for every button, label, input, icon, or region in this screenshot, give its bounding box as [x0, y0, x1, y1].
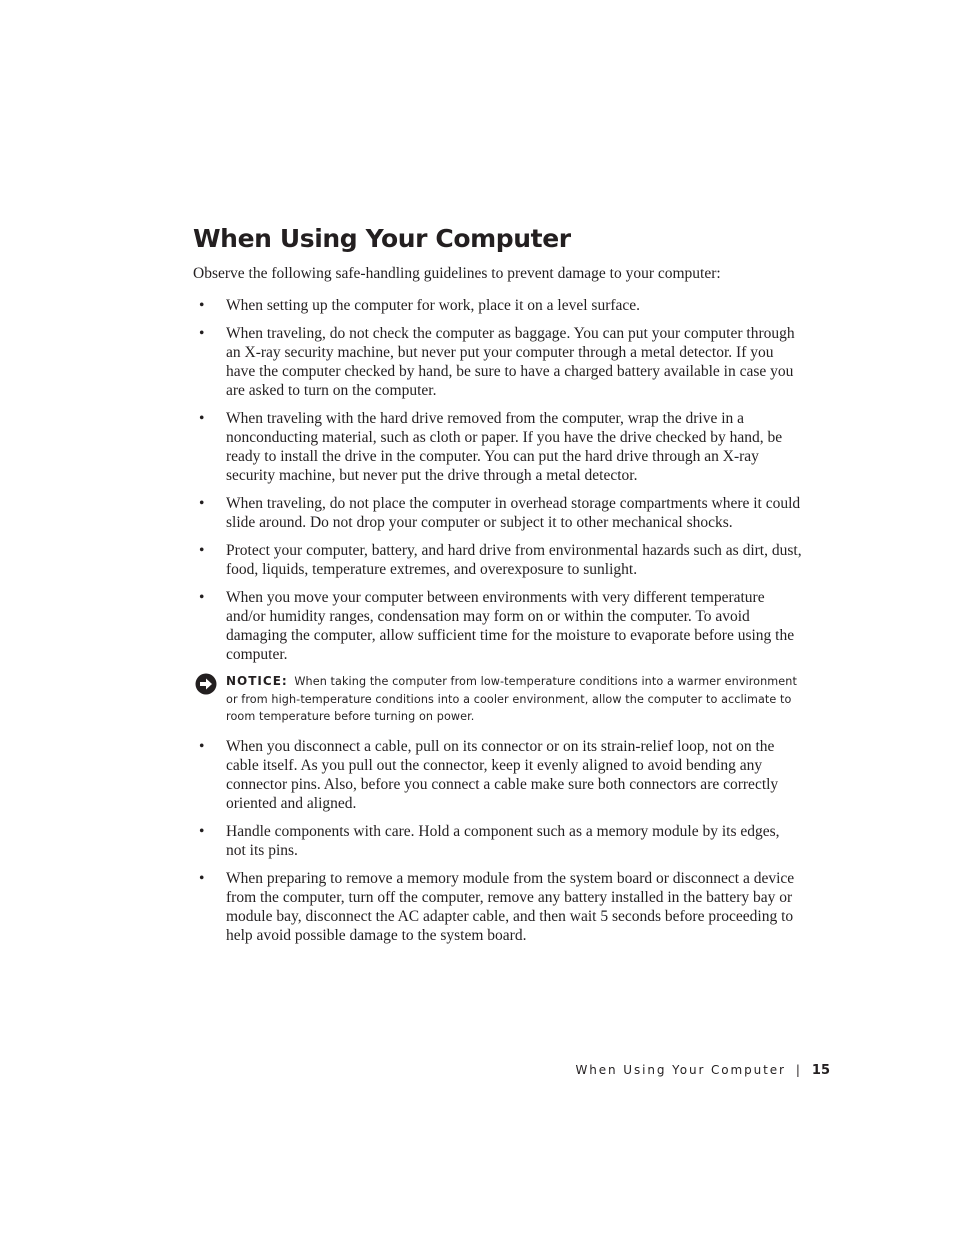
bullet-icon: • — [199, 737, 205, 755]
list-item-text: When you move your computer between environments with very different temperature and/or humidity ranges, condensation may form on or within the computer. To avoid damaging the computer, allow sufficient time for the moisture to evaporate before using the computer. — [226, 589, 795, 663]
page-footer — [575, 1061, 830, 1080]
bullet-icon: • — [199, 495, 205, 512]
list-item — [193, 296, 803, 315]
list-item — [193, 494, 803, 532]
list-item-text: Handle components with care. Hold a component such as a memory module by its edges, not its pins. — [226, 822, 780, 859]
list-item — [193, 869, 803, 945]
bullet-icon: • — [199, 410, 205, 427]
list-item — [193, 541, 803, 579]
bullet-icon: • — [199, 869, 205, 887]
list-item-text: When preparing to remove a memory module from the system board or disconnect a device from the computer, turn off the computer, remove any battery installed in the battery bay or module bay, disconnect the AC adapter cable, and then wait 5 seconds before proceeding to help avoid possible damage to the system board. — [226, 869, 795, 944]
list-item — [193, 588, 803, 664]
footer-section-title: When Using Your Computer — [575, 1063, 786, 1077]
list-item — [193, 409, 803, 485]
notice-box — [193, 673, 803, 726]
list-item-text: When traveling with the hard drive removed from the computer, wrap the drive in a nonconducting material, such as cloth or paper. If you have the drive checked by hand, be ready to install the drive in the computer. You can put the hard drive through an X-ray security machine, but never put the drive through a metal detector. — [226, 410, 783, 484]
list-item — [193, 324, 803, 400]
bullet-icon: • — [199, 325, 205, 342]
notice-arrow-icon — [195, 673, 217, 695]
list-item — [193, 822, 803, 860]
page-number: 15 — [811, 1063, 830, 1078]
list-item-text: When traveling, do not check the computer as baggage. You can put your computer through an X-ray security machine, but never put your computer through a metal detector. If you have the computer checked by hand, be sure to have a charged battery available in case you are asked to turn on the computer. — [226, 325, 795, 399]
intro-paragraph: Observe the following safe-handling guidelines to prevent damage to your computer: — [193, 265, 721, 282]
notice-label: NOTICE: — [226, 674, 288, 688]
notice-text: When taking the computer from low-temperature conditions into a warmer environment or from high-temperature conditions into a cooler environment, allow the computer to acclimate to room temperature before turning on power. — [226, 675, 797, 723]
bullet-icon: • — [199, 822, 205, 840]
bullet-icon: • — [199, 542, 205, 559]
list-item-text: When traveling, do not place the computer in overhead storage compartments where it could slide around. Do not drop your computer or subject it to other mechanical shocks. — [226, 495, 801, 531]
list-item-text: When you disconnect a cable, pull on its connector or on its strain-relief loop, not on the cable itself. As you pull out the connector, keep it evenly aligned to avoid bending any connector pins. Also, before you connect a cable make sure both connectors are correctly oriented and aligned. — [226, 737, 779, 812]
guidelines-content — [193, 296, 803, 954]
list-item-text: When setting up the computer for work, place it on a level surface. — [226, 297, 641, 314]
page-title: When Using Your Computer — [193, 224, 571, 253]
bullet-icon: • — [199, 589, 205, 606]
bullet-icon: • — [199, 297, 205, 314]
list-item-text: Protect your computer, battery, and hard drive from environmental hazards such as dirt, dust, food, liquids, temperature extremes, and overexposure to sunlight. — [226, 542, 802, 578]
list-item — [193, 737, 803, 813]
footer-separator: | — [795, 1063, 800, 1077]
